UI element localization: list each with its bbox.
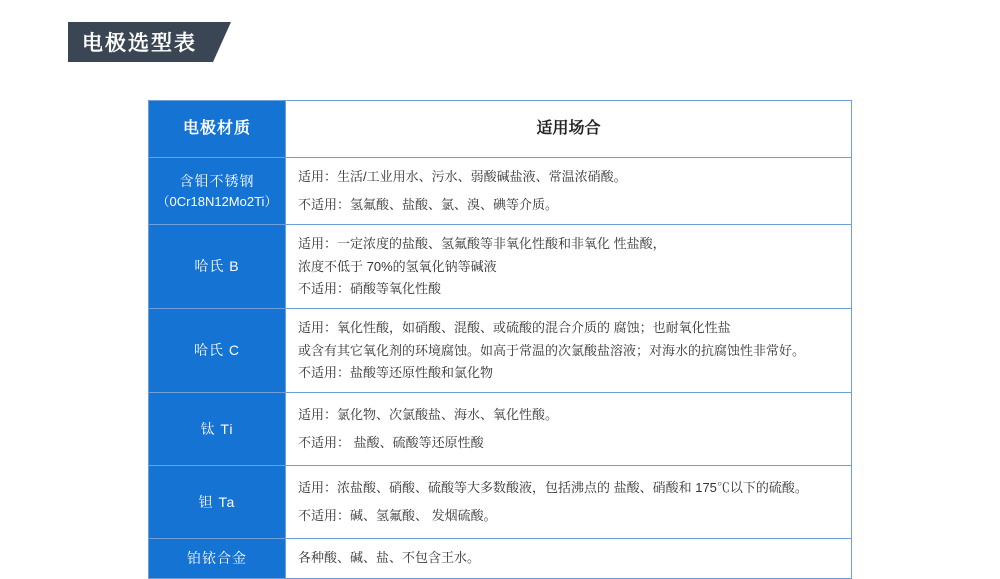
material-name: 钽 Ta — [198, 493, 236, 510]
page-title: 电极选型表 — [68, 22, 213, 62]
table-row — [149, 157, 852, 225]
table-row — [149, 225, 852, 309]
application-line: 浓度不低于 70%的氢氧化钠等碱液 — [298, 258, 497, 274]
title-banner-tail — [213, 22, 231, 62]
material-name: 含钼不锈钢 — [179, 172, 255, 189]
electrode-selection-table-wrapper — [148, 100, 852, 579]
application-line: 不适用：硝酸等氧化性酸 — [298, 280, 442, 296]
application-cell — [286, 466, 852, 539]
electrode-selection-table — [148, 100, 852, 579]
application-cell — [286, 309, 852, 393]
application-cell — [286, 225, 852, 309]
application-cell — [286, 393, 852, 466]
material-name: 钛 Ti — [200, 420, 234, 437]
application-line: 不适用： 盐酸、硫酸等还原性酸 — [298, 435, 484, 451]
material-cell — [149, 539, 286, 578]
header-material: 电极材质 — [149, 101, 286, 158]
material-name: 哈氏 C — [194, 342, 240, 359]
material-cell — [149, 466, 286, 539]
application-line: 不适用：氢氟酸、盐酸、氯、溴、碘等介质。 — [298, 196, 559, 212]
table-row — [149, 393, 852, 466]
table-row — [149, 309, 852, 393]
application-line: 或含有其它氧化剂的环境腐蚀。如高于常温的次氯酸盐溶液；对海水的抗腐蚀性非常好。 — [298, 342, 806, 358]
material-cell — [149, 393, 286, 466]
page-title-banner — [68, 22, 231, 62]
application-cell — [286, 157, 852, 225]
material-name: 哈氏 B — [194, 258, 240, 275]
material-cell — [149, 309, 286, 393]
application-line: 适用：生活/工业用水、污水、弱酸碱盐液、常温浓硝酸。 — [298, 168, 627, 184]
application-line: 适用：浓盐酸、硝酸、硫酸等大多数酸液，包括沸点的 盐酸、硝酸和 175℃以下的硫酸。 — [298, 480, 808, 496]
application-line: 不适用：盐酸等还原性酸和氯化物 — [298, 365, 494, 381]
application-line: 适用：氧化性酸，如硝酸、混酸、或硫酸的混合介质的 腐蚀；也耐氧化性盐 — [298, 320, 731, 336]
table-row — [149, 539, 852, 578]
application-line: 各种酸、碱、盐、不包含王水。 — [298, 550, 481, 566]
application-line: 适用：氯化物、次氯酸盐、海水、氧化性酸。 — [298, 407, 559, 423]
table-row — [149, 466, 852, 539]
material-name: 铂铱合金 — [187, 550, 247, 567]
header-application: 适用场合 — [286, 101, 852, 158]
material-code: （0Cr18N12Mo2Ti） — [156, 193, 278, 209]
application-line: 适用：一定浓度的盐酸、氢氟酸等非氧化性酸和非氧化 性盐酸， — [298, 236, 666, 252]
application-cell — [286, 539, 852, 578]
application-line: 不适用：碱、氢氟酸、 发烟硫酸。 — [298, 508, 497, 524]
material-cell — [149, 157, 286, 225]
table-header-row — [149, 101, 852, 158]
material-cell — [149, 225, 286, 309]
